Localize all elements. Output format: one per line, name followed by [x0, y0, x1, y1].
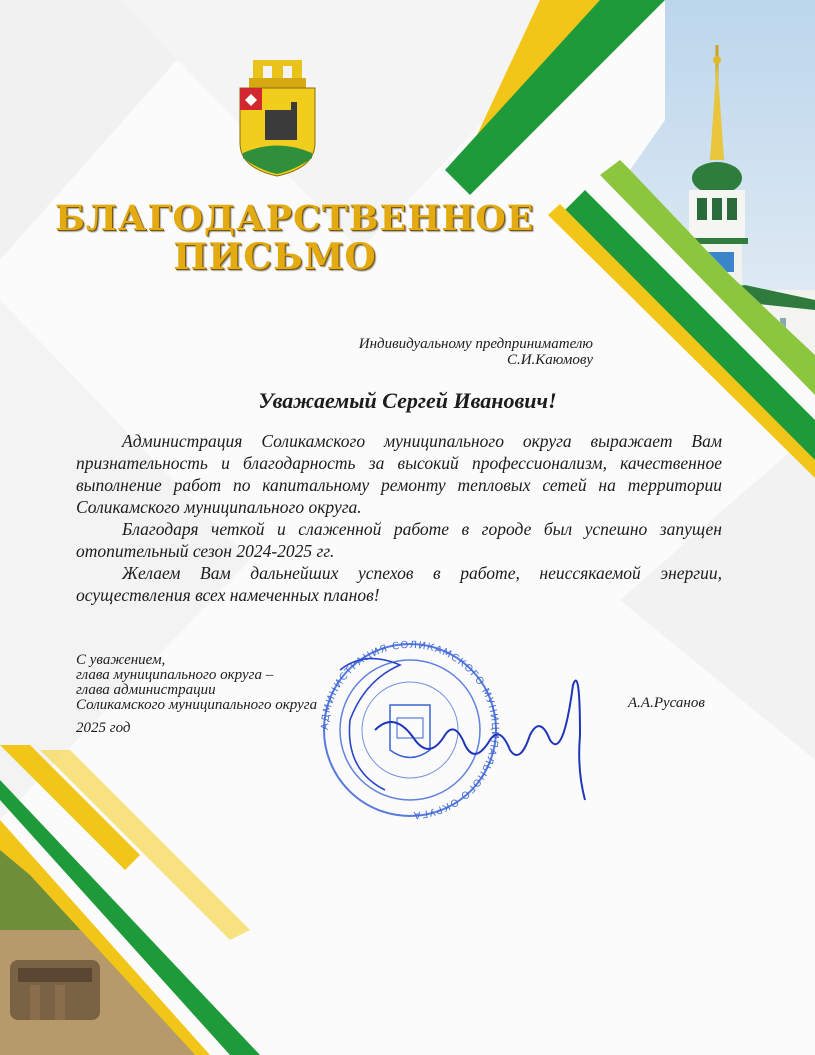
- letter-title-line2: ПИСЬМО: [173, 236, 377, 278]
- well-photo: [0, 850, 220, 1055]
- regards-text: С уважением,: [76, 652, 166, 668]
- signature-block: [76, 653, 317, 713]
- body-paragraph: Желаем Вам дальнейших успехов в работе, неиссякаемой энергии, осуществления всех намеченных планов!: [76, 563, 722, 605]
- addressee: [359, 336, 593, 368]
- svg-text:АДМИНИСТРАЦИЯ СОЛИКАМСКОГО МУН: [320, 640, 500, 820]
- position-line: глава муниципального округа –: [76, 667, 274, 683]
- addressee-line2: С.И.Каюмову: [506, 352, 593, 368]
- bell-tower-image: [600, 0, 815, 360]
- addressee-line1: Индивидуальному предпринимателю: [358, 336, 593, 352]
- body-paragraph: Администрация Соликамского муниципального округа выражает Вам признательность и благодарность за высокий профессионализм, качественное выполнение работ по капитальному ремонту тепловых сетей на территории Соликамского муниципального округа.: [76, 431, 722, 517]
- stamp-text: АДМИНИСТРАЦИЯ СОЛИКАМСКОГО МУНИЦИПАЛЬНОГО ОКРУГА: [319, 640, 501, 820]
- signer-name: А.А.Русанов: [628, 695, 705, 711]
- letter-body: [76, 430, 722, 606]
- body-paragraph: Благодаря четкой и слаженной работе в городе был успешно запущен отопительный сезон 2024-2025 гг.: [76, 519, 722, 561]
- position-line: Соликамского муниципального округа: [76, 697, 318, 713]
- letter-year: 2025 год: [76, 720, 131, 736]
- position-line: глава администрации: [76, 682, 216, 698]
- letter-title-line1: БЛАГОДАРСТВЕННОЕ: [55, 198, 535, 239]
- greeting: Уважаемый Сергей Иванович!: [258, 388, 557, 413]
- official-stamp: [305, 640, 605, 820]
- coat-of-arms-icon: [235, 58, 320, 178]
